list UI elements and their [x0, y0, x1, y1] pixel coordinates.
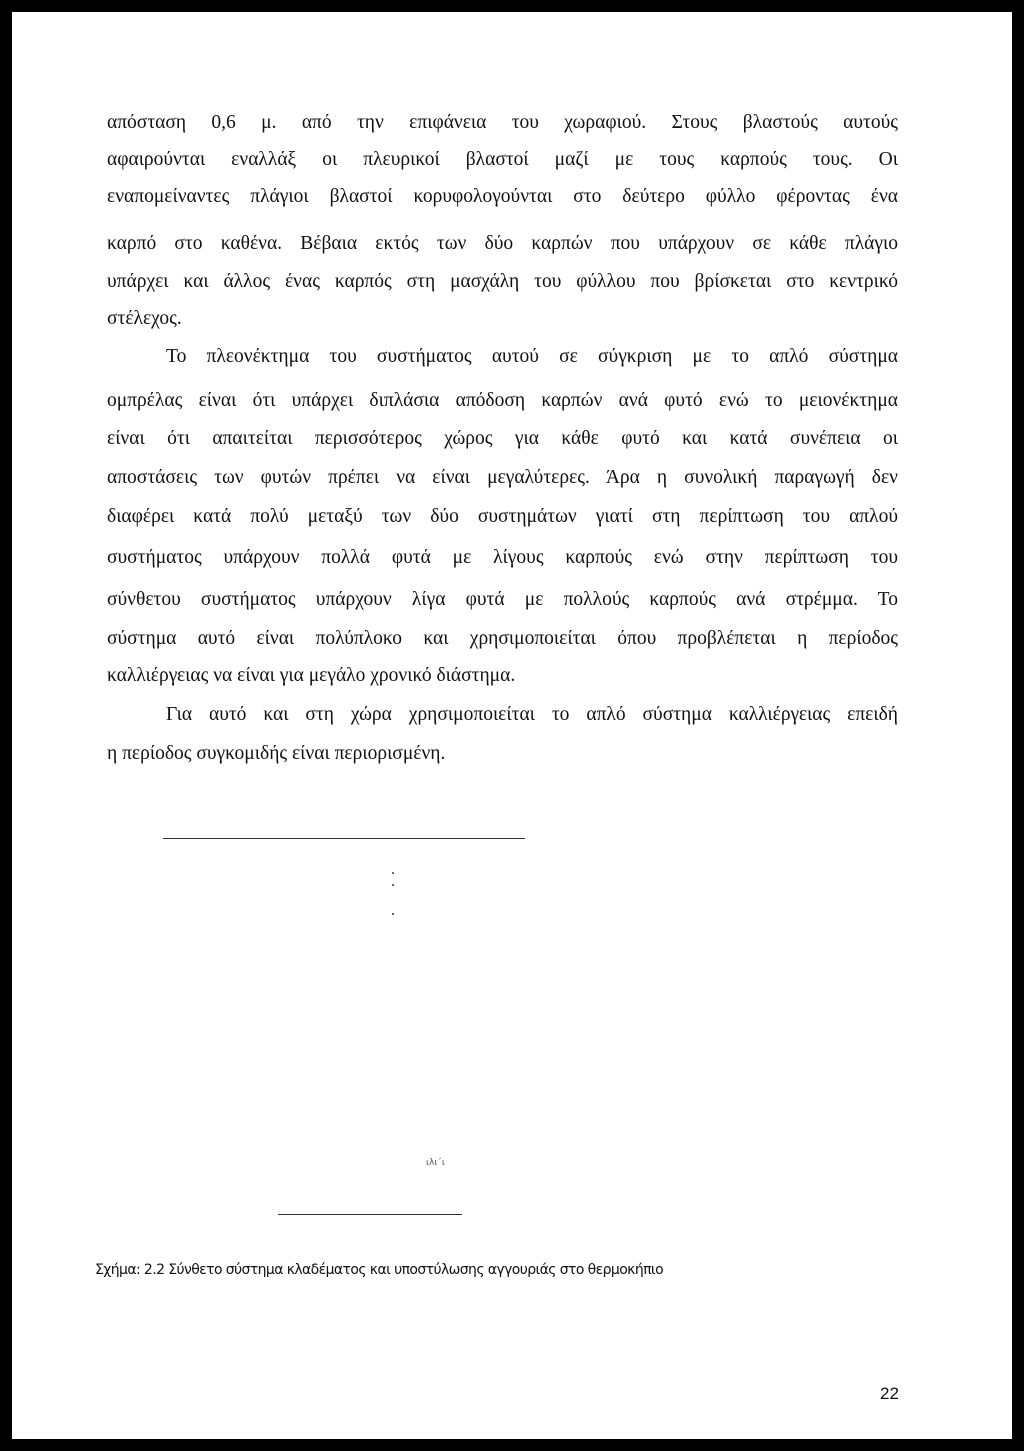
- body-text-line: σύνθετου συστήματος υπάρχουν λίγα φυτά με πολλούς καρπούς ανά στρέμμα. Το: [107, 589, 898, 610]
- body-text-line: η περίοδος συγκομιδής είναι περιορισμένη.: [107, 743, 446, 764]
- paragraph-first-line: Για αυτό και στη χώρα χρησιμοποιείται το απλό σύστημα καλλιέργειας επειδή: [166, 704, 898, 725]
- body-text-line: σύστημα αυτό είναι πολύπλοκο και χρησιμοποιείται όπου προβλέπεται η περίοδος: [107, 628, 898, 649]
- body-text-line: ομπρέλας είναι ότι υπάρχει διπλάσια απόδοση καρπών ανά φυτό ενώ το μειονέκτημα: [107, 390, 898, 411]
- body-text-line: συστήματος υπάρχουν πολλά φυτά με λίγους καρπούς ενώ στην περίπτωση του: [107, 547, 898, 568]
- body-text-line: υπάρχει και άλλος ένας καρπός στη μασχάλη του φύλλου που βρίσκεται στο κεντρικό: [107, 271, 898, 292]
- figure-speck: [392, 913, 394, 915]
- page-number: 22: [880, 1384, 899, 1403]
- paragraph-first-line: Το πλεονέκτημα του συστήματος αυτού σε σύγκριση με το απλό σύστημα: [166, 346, 898, 367]
- figure-caption: Σχήμα: 2.2 Σύνθετο σύστημα κλαδέματος και υποστύλωσης αγγουριάς στο θερμοκήπιο: [95, 1262, 664, 1278]
- body-text-line: καλλιέργειας να είναι για μεγάλο χρονικό διάστημα.: [107, 665, 516, 686]
- figure-smudge: ιλι΄ι: [426, 1158, 445, 1168]
- body-text-line: διαφέρει κατά πολύ μεταξύ των δύο συστημάτων γιατί στη περίπτωση του απλού: [107, 506, 898, 527]
- body-text-line: στέλεχος.: [107, 308, 182, 329]
- body-text-line: είναι ότι απαιτείται περισσότερος χώρος για κάθε φυτό και κατά συνέπεια οι: [107, 428, 898, 449]
- body-text-line: απόσταση 0,6 μ. από την επιφάνεια του χωραφιού. Στους βλαστούς αυτούς: [107, 112, 898, 133]
- body-text-line: καρπό στο καθένα. Βέβαια εκτός των δύο καρπών που υπάρχουν σε κάθε πλάγιο: [107, 233, 898, 254]
- figure-speck: [392, 872, 394, 874]
- body-text-line: εναπομείναντες πλάγιοι βλαστοί κορυφολογούνται στο δεύτερο φύλλο φέροντας ένα: [107, 186, 898, 207]
- figure-bottom-rule: [278, 1214, 462, 1215]
- figure-top-rule: [163, 838, 525, 839]
- figure-speck: [392, 884, 394, 886]
- body-text-line: αφαιρούνται εναλλάξ οι πλευρικοί βλαστοί μαζί με τους καρπούς τους. Οι: [107, 149, 898, 170]
- body-text-line: αποστάσεις των φυτών πρέπει να είναι μεγαλύτερες. Άρα η συνολική παραγωγή δεν: [107, 467, 898, 488]
